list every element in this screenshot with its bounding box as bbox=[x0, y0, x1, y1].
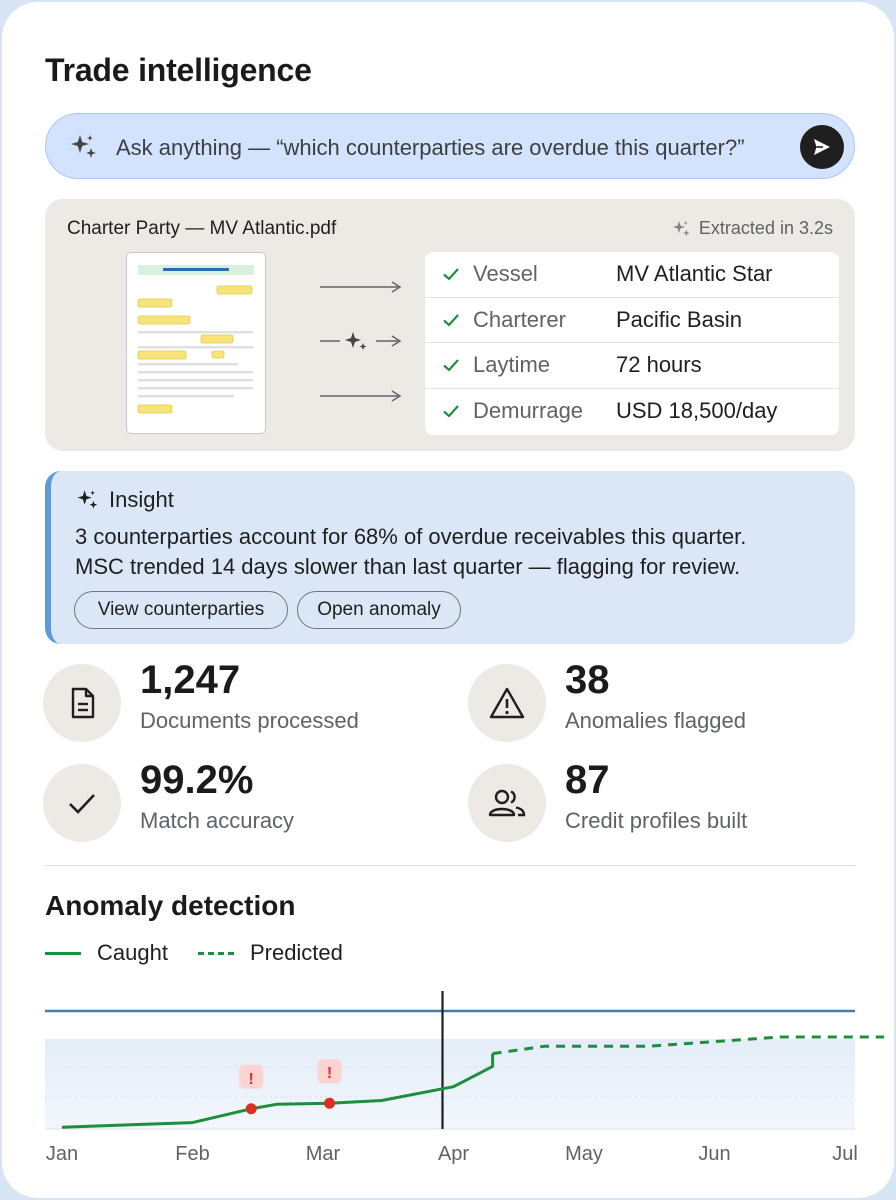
extraction-status bbox=[671, 218, 833, 239]
x-tick-label: Apr bbox=[437, 1143, 470, 1165]
file-name: Charter Party — MV Atlantic.pdf bbox=[67, 218, 337, 239]
x-tick-label: Jun bbox=[698, 1143, 731, 1165]
field-row-laytime[interactable] bbox=[425, 343, 839, 389]
view-counterparties-button[interactable]: View counterparties bbox=[74, 591, 288, 629]
extracted-fields-table bbox=[425, 252, 839, 435]
field-key: Charterer bbox=[473, 306, 566, 332]
anomaly-detection-chart bbox=[2, 977, 894, 1177]
stat-label: Match accuracy bbox=[140, 808, 295, 833]
search-input[interactable]: Ask anything — “which counterparties are overdue this quarter?” bbox=[116, 135, 745, 160]
ask-search-bar[interactable] bbox=[45, 113, 855, 179]
extraction-arrows bbox=[320, 269, 410, 409]
legend-predicted-label: Predicted bbox=[249, 940, 343, 965]
page-title: Trade intelligence bbox=[45, 52, 312, 88]
sparkle-icon bbox=[68, 132, 98, 162]
field-value: MV Atlantic Star bbox=[616, 261, 773, 287]
anomaly-flag-glyph: ! bbox=[248, 1070, 254, 1088]
stat-credit-profiles bbox=[468, 758, 868, 854]
insight-line-2: MSC trended 14 days slower than last quarter — flagging for review. bbox=[75, 554, 741, 579]
field-key: Laytime bbox=[473, 352, 551, 378]
document-thumbnail[interactable] bbox=[126, 252, 266, 434]
trade-intelligence-card bbox=[2, 2, 894, 1198]
warning-icon bbox=[468, 664, 546, 742]
legend-caught-swatch bbox=[45, 952, 81, 955]
field-row-charterer[interactable] bbox=[425, 298, 839, 344]
legend-caught-label: Caught bbox=[97, 940, 168, 965]
extraction-time: Extracted in 3.2s bbox=[698, 218, 833, 238]
field-row-demurrage[interactable] bbox=[425, 389, 839, 435]
document-extraction-panel bbox=[45, 199, 855, 451]
stat-documents-processed bbox=[43, 658, 443, 754]
x-tick-label: Mar bbox=[305, 1143, 341, 1165]
stat-label: Credit profiles built bbox=[565, 808, 748, 833]
field-key: Demurrage bbox=[473, 398, 584, 424]
expected-range-band bbox=[45, 1039, 855, 1129]
stat-value: 38 bbox=[565, 658, 610, 702]
document-icon bbox=[43, 664, 121, 742]
anomaly-flag-glyph: ! bbox=[326, 1065, 333, 1083]
check-icon bbox=[441, 355, 461, 375]
anomaly-point bbox=[324, 1098, 335, 1109]
section-divider bbox=[45, 865, 855, 866]
send-button[interactable] bbox=[800, 125, 844, 169]
field-row-vessel[interactable] bbox=[425, 252, 839, 298]
field-value: USD 18,500/day bbox=[616, 398, 778, 424]
field-key: Vessel bbox=[473, 261, 538, 287]
check-icon bbox=[441, 264, 461, 284]
stat-match-accuracy bbox=[43, 758, 443, 854]
anomaly-point bbox=[246, 1103, 257, 1114]
stat-label: Anomalies flagged bbox=[565, 708, 747, 733]
stat-label: Documents processed bbox=[140, 708, 359, 733]
x-tick-label: Jul bbox=[832, 1143, 858, 1165]
stat-value: 1,247 bbox=[140, 658, 241, 702]
field-value: 72 hours bbox=[616, 352, 702, 378]
x-tick-label: May bbox=[565, 1143, 603, 1165]
insight-heading: Insight bbox=[109, 487, 174, 512]
send-icon bbox=[812, 137, 832, 157]
stat-anomalies-flagged bbox=[468, 658, 868, 754]
x-tick-label: Feb bbox=[175, 1143, 210, 1165]
chart-legend bbox=[45, 940, 343, 966]
people-icon bbox=[468, 764, 546, 842]
stat-value: 87 bbox=[565, 758, 610, 802]
insight-header bbox=[75, 487, 174, 513]
sparkle-icon bbox=[75, 488, 99, 512]
stat-value: 99.2% bbox=[140, 758, 254, 802]
sparkle-icon bbox=[671, 219, 691, 239]
document-preview-graphic bbox=[127, 253, 265, 433]
field-value: Pacific Basin bbox=[616, 306, 742, 332]
insight-line-1: 3 counterparties account for 68% of overdue receivables this quarter. bbox=[75, 524, 747, 549]
check-icon bbox=[43, 764, 121, 842]
open-anomaly-button[interactable]: Open anomaly bbox=[297, 591, 461, 629]
chart-title: Anomaly detection bbox=[45, 890, 296, 921]
check-icon bbox=[441, 401, 461, 421]
insight-card bbox=[45, 471, 855, 644]
insight-text bbox=[75, 522, 835, 582]
legend-predicted-swatch bbox=[198, 952, 234, 955]
x-tick-label: Jan bbox=[45, 1143, 79, 1165]
check-icon bbox=[441, 310, 461, 330]
